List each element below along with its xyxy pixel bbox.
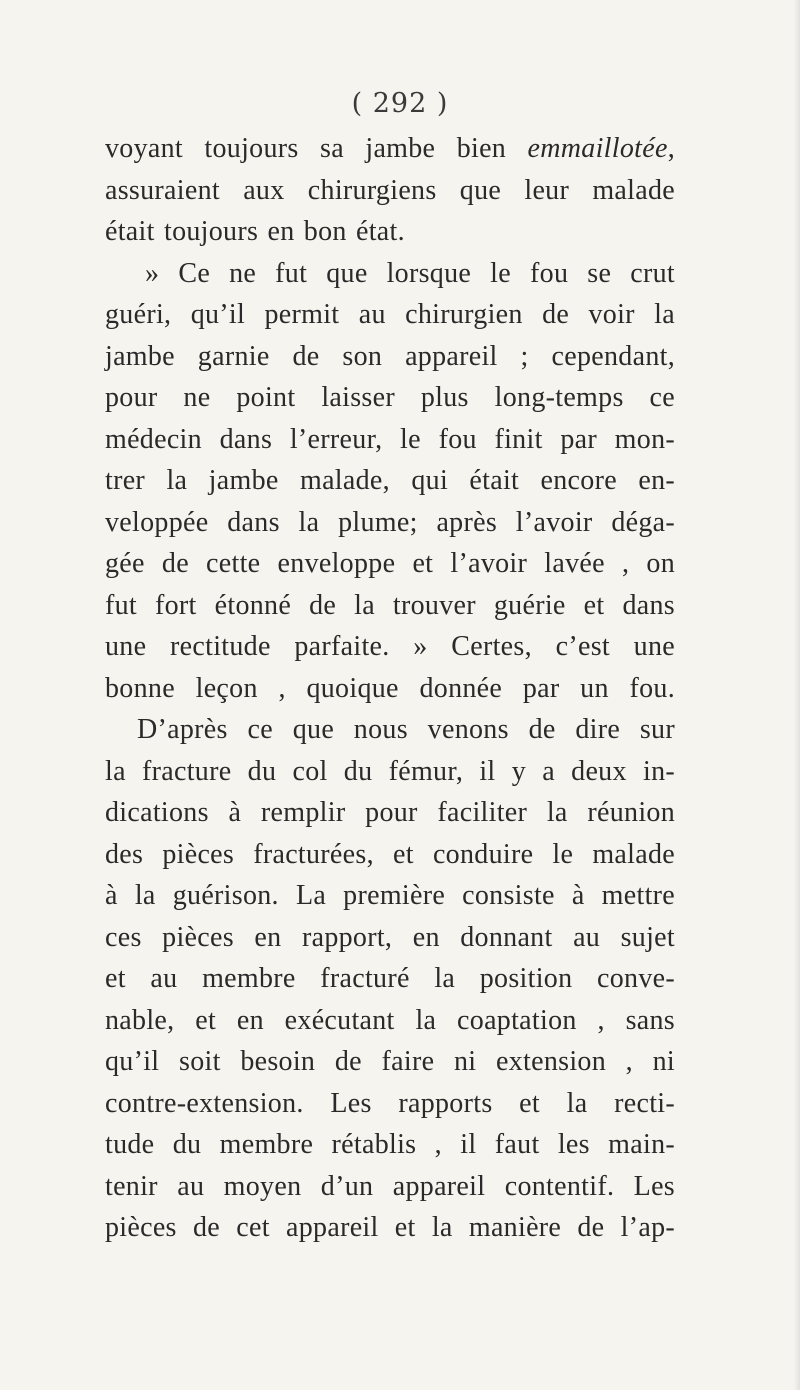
text-line: assuraient aux chirurgiens que leur malade — [105, 174, 675, 206]
page-edge-shadow — [794, 0, 800, 1390]
text-line: gée de cette enveloppe et l’avoir lavée , on — [105, 548, 675, 579]
text-line: trer la jambe malade, qui était encore en- — [105, 465, 675, 496]
text-line: des pièces fracturées, et conduire le malade — [105, 838, 675, 870]
text-line: une rectitude parfaite. » Certes, c’est une — [105, 631, 675, 662]
text-line: ces pièces en rapport, en donnant au sujet — [105, 921, 675, 953]
text-line: guéri, qu’il permit au chirurgien de voir la — [105, 299, 675, 330]
text-line: tenir au moyen d’un appareil contentif. Les — [105, 1170, 675, 1202]
text-line: la fracture du col du fémur, il y a deux in- — [105, 755, 675, 787]
text-line: pièces de cet appareil et la manière de l’ap- — [105, 1212, 675, 1243]
text-line: pour ne point laisser plus long-temps ce — [105, 382, 675, 413]
text-line: fut fort étonné de la trouver guérie et dans — [105, 589, 675, 621]
text-line: contre-extension. Les rapports et la recti- — [105, 1087, 675, 1119]
text-line: qu’il soit besoin de faire ni extension , ni — [105, 1046, 675, 1077]
page-number: ( 292 ) — [351, 88, 449, 119]
text-line: était toujours en bon état. — [105, 216, 405, 247]
text-line: tude du membre rétablis , il faut les main- — [105, 1129, 675, 1160]
text-line: » Ce ne fut que lorsque le fou se crut — [145, 257, 675, 289]
text-line: et au membre fracturé la position conve- — [105, 963, 675, 994]
text-line: bonne leçon , quoique donnée par un fou. — [105, 672, 675, 704]
text-line: nable, et en exécutant la coaptation , sans — [105, 1004, 675, 1036]
text-line: à la guérison. La première consiste à mettre — [105, 880, 675, 911]
text-line: médecin dans l’erreur, le fou finit par mon- — [105, 423, 675, 455]
text-line: D’après ce que nous venons de dire sur — [137, 714, 675, 745]
body-text — [105, 128, 675, 1249]
text-line: jambe garnie de son appareil ; cependant, — [105, 340, 675, 372]
text-fragment: , — [667, 133, 675, 164]
text-fragment: voyant toujours sa jambe bien — [105, 133, 528, 164]
text-line — [105, 128, 675, 170]
italic-word: emmaillotée — [527, 133, 668, 164]
text-line: veloppée dans la plume; après l’avoir déga- — [105, 506, 675, 538]
text-line: dications à remplir pour faciliter la réunion — [105, 797, 675, 828]
